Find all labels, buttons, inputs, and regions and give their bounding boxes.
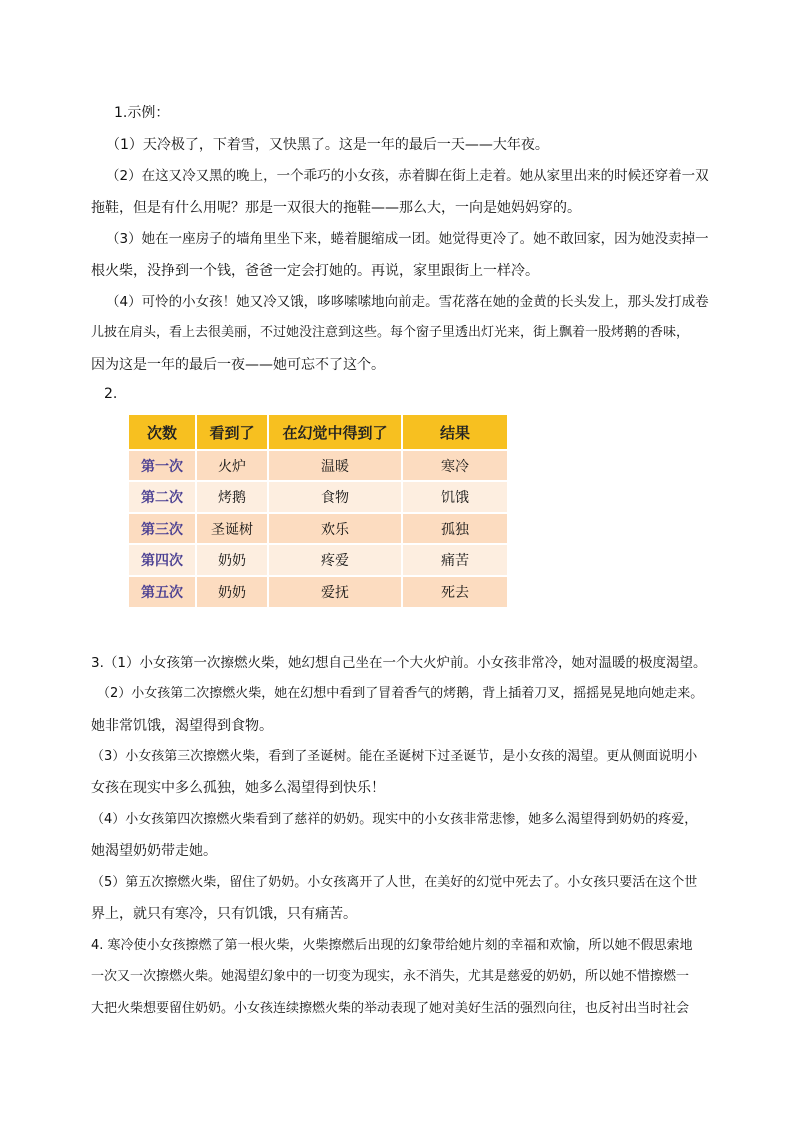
- section-1-label: 1.示例：: [114, 105, 170, 121]
- section-1-line: （3）她在一座房子的墙角里坐下来，蜷着腿缩成一团。她觉得更冷了。她不敢回家，因为她没卖掉一: [106, 231, 709, 247]
- section-4-line: 4. 寒冷使小女孩擦燃了第一根火柴，火柴擦燃后出现的幻象带给她片刻的幸福和欢愉，所以她不假思索地: [91, 938, 693, 953]
- table-cell: 爱抚: [269, 577, 401, 607]
- section-3-line: （3）小女孩第三次擦燃火柴，看到了圣诞树。能在圣诞树下过圣诞节，是小女孩的渴望。更从侧面说明小: [91, 749, 698, 764]
- table-cell: 死去: [403, 577, 507, 607]
- section-1-line: 儿披在肩头，看上去很美丽，不过她没注意到这些。每个窗子里透出灯光来，街上飘着一股烤鹅的香味，: [91, 325, 690, 340]
- section-1-line: 根火柴，没挣到一个钱，爸爸一定会打她的。再说，家里跟街上一样冷。: [91, 263, 539, 279]
- visions-table: [129, 415, 507, 607]
- table-cell: 痛苦: [403, 545, 507, 575]
- table-cell: 第二次: [129, 482, 195, 512]
- section-1-line: （1）天冷极了，下着雪，又快黑了。这是一年的最后一天——大年夜。: [106, 137, 549, 153]
- table-cell: 烤鹅: [197, 482, 267, 512]
- section-1-line: （2）在这又冷又黑的晚上，一个乖巧的小女孩，赤着脚在街上走着。她从家里出来的时候还穿着一双: [106, 168, 709, 184]
- section-4-line: 大把火柴想要留住奶奶。小女孩连续擦燃火柴的举动表现了她对美好生活的强烈向往，也反衬出当时社会: [91, 1001, 690, 1016]
- table-cell: 温暖: [269, 451, 401, 480]
- table-cell: 寒冷: [403, 451, 507, 480]
- section-3-line: （4）小女孩第四次擦燃火柴看到了慈祥的奶奶。现实中的小女孩非常悲惨，她多么渴望得到奶奶的疼爱，: [91, 812, 698, 827]
- table-cell: 饥饿: [403, 482, 507, 512]
- section-3-line: 3.（1）小女孩第一次擦燃火柴，她幻想自己坐在一个大火炉前。小女孩非常冷，她对温暖的极度渴望。: [91, 655, 707, 671]
- table-cell: 孤独: [403, 514, 507, 543]
- section-1-line: 拖鞋，但是有什么用呢？那是一双很大的拖鞋——那么大，一向是她妈妈穿的。: [91, 200, 581, 216]
- table-cell: 食物: [269, 482, 401, 512]
- table-cell: 奶奶: [197, 545, 267, 575]
- table-cell: 第三次: [129, 514, 195, 543]
- section-3-line: 她非常饥饿，渴望得到食物。: [91, 718, 273, 734]
- section-3-line: （5）第五次擦燃火柴，留住了奶奶。小女孩离开了人世，在美好的幻觉中死去了。小女孩只要活在这个世: [91, 875, 698, 890]
- table-cell: 第一次: [129, 451, 195, 480]
- table-cell: 第五次: [129, 577, 195, 607]
- section-2-label: 2.: [104, 386, 118, 402]
- table-header-cell: 结果: [403, 415, 507, 449]
- table-cell: 圣诞树: [197, 514, 267, 543]
- table-header-cell: 次数: [129, 415, 195, 449]
- table-header-cell: 在幻觉中得到了: [269, 415, 401, 449]
- section-3-line: 她渴望奶奶带走她。: [91, 843, 217, 859]
- table-cell: 疼爱: [269, 545, 401, 575]
- section-3-line: 女孩在现实中多么孤独，她多么渴望得到快乐！: [91, 780, 385, 796]
- section-3-line: 界上，就只有寒冷，只有饥饿，只有痛苦。: [91, 906, 357, 922]
- section-4-line: 一次又一次擦燃火柴。她渴望幻象中的一切变为现实，永不消失，尤其是慈爱的奶奶，所以她不惜擦燃一: [91, 969, 690, 984]
- table-cell: 奶奶: [197, 577, 267, 607]
- table-header-cell: 看到了: [197, 415, 267, 449]
- section-3-line: （2）小女孩第二次擦燃火柴，她在幻想中看到了冒着香气的烤鹅，背上插着刀叉，摇摇晃晃地向她走来。: [97, 686, 704, 701]
- table-cell: 欢乐: [269, 514, 401, 543]
- section-1-line: 因为这是一年的最后一夜——她可忘不了这个。: [91, 357, 385, 373]
- table-cell: 第四次: [129, 545, 195, 575]
- table-cell: 火炉: [197, 451, 267, 480]
- section-1-line: （4）可怜的小女孩！她又冷又饿，哆哆嗦嗦地向前走。雪花落在她的金黄的长头发上，那头发打成卷: [106, 294, 709, 310]
